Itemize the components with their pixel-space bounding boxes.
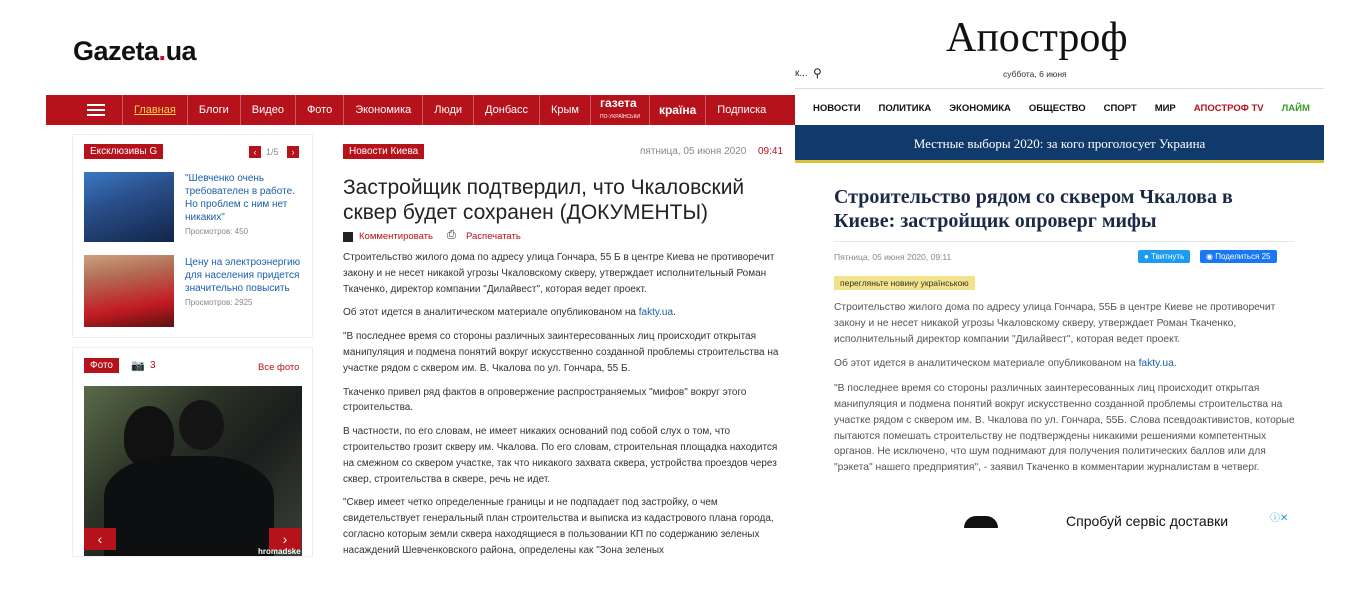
article-time: 09:41 (758, 146, 784, 157)
article-body (343, 250, 783, 556)
nav-item-society[interactable]: ОБЩЕСТВО (1028, 102, 1086, 114)
nav-item-economy[interactable]: Экономика (343, 95, 422, 125)
ad-text[interactable]: Спробуй сервіс доставки (1066, 513, 1229, 529)
prev-arrow-icon[interactable]: ‹ (249, 146, 261, 158)
apostrof-logo[interactable]: Апостроф (946, 15, 1128, 61)
exclusive-title[interactable]: "Шевченко очень требователен в работе. Но проблем с ним нет никаких" (185, 173, 295, 223)
nav-item-news[interactable]: НОВОСТИ (813, 102, 861, 114)
nav-item-sport[interactable]: СПОРТ (1103, 102, 1137, 114)
gazeta-logo[interactable]: Gazeta.ua (73, 36, 197, 66)
nav-item-apostrof-tv[interactable]: АПОСТРОФ TV (1193, 102, 1264, 114)
exclusives-label[interactable]: Ексклюзивы G (84, 144, 163, 159)
paragraph (343, 305, 783, 321)
translate-link[interactable]: перегляньте новину українською (834, 276, 975, 290)
nav-item-blogs[interactable]: Блоги (187, 95, 240, 125)
exclusive-item-1[interactable] (185, 172, 303, 236)
divider (795, 88, 1324, 89)
nav-item-photo[interactable]: Фото (295, 95, 343, 125)
facebook-share-button[interactable] (1200, 250, 1277, 263)
gazeta-nav (46, 95, 795, 125)
paragraph-text: Об этот идется в аналитическом материале опубликованом на (834, 358, 1139, 370)
exclusive-thumbnail-1[interactable] (84, 172, 174, 242)
nav-item-crimea[interactable]: Крым (539, 95, 590, 125)
ad-logo-icon (964, 516, 998, 528)
print-link[interactable]: Распечатать (466, 231, 521, 242)
nav-item-politics[interactable]: ПОЛИТИКА (878, 102, 932, 114)
article-body (834, 300, 1296, 500)
photo-label[interactable]: Фото (84, 358, 119, 373)
exclusive-item-2[interactable] (185, 256, 303, 307)
photo-figure (104, 456, 274, 556)
article-date: Пятница, 05 июня 2020, 09:11 (834, 252, 952, 262)
source-link[interactable]: fakty.ua (1138, 358, 1174, 370)
brand-kraina[interactable]: країна (649, 95, 705, 125)
facebook-icon: ◉ (1206, 252, 1216, 261)
divider (834, 241, 1294, 242)
tweet-button[interactable] (1138, 250, 1190, 263)
nav-item-world[interactable]: МИР (1154, 102, 1176, 114)
paragraph: Строительство жилого дома по адресу улица Гончара, 55 Б в центре Киева не противоречит закону и не несет никакой угрозы Чкаловскому скверу, утверждает исполнительный Роман Ткаченко, директор компании "Дилайвест", которая ведет проект. (343, 252, 775, 295)
share-label: Поделиться 25 (1215, 252, 1271, 261)
search-field-stub[interactable]: к... (795, 68, 808, 79)
apostrof-nav (795, 95, 1324, 121)
paragraph: "Сквер имеет четко определенные границы и не подпадает под застройку, о чем свидетельствует генеральный план строительства и выписка из кадастрового плана города, согласно которым земли сквера находящиеся в пользовании КП по содержанию зеленых насаждений Шевченковского района, определены как "Зона зеленых (343, 497, 774, 556)
paragraph-end: . (1173, 358, 1177, 370)
article-title: Застройщик подтвердил, что Чкаловский сквер будет сохранен (ДОКУМЕНТЫ) (343, 176, 745, 224)
paragraph: "В последнее время со стороны различных заинтересованных лиц происходит открытая манипуляция и подмена понятий вокруг искусственно созданной проблемы строительства на участке рядом с сквером им. В. Чкалова по ул. Гончара, 55 Б. (343, 331, 779, 374)
article-title: Строительство рядом со сквером Чкалова в Киеве: застройщик опроверг мифы (834, 186, 1233, 232)
exclusive-title[interactable]: Цену на электроэнергию для населения придется значительно повысить (185, 257, 301, 294)
nav-item-main[interactable]: Главная (122, 95, 187, 125)
nav-item-laim[interactable]: ЛАЙМ (1281, 102, 1310, 114)
paragraph (834, 356, 1296, 372)
comment-icon (343, 232, 353, 242)
paragraph: Ткаченко привел ряд фактов в опровержение распространяемых "мифов" вокруг этого строительства. (343, 386, 747, 414)
nav-item-donbass[interactable]: Донбасс (473, 95, 539, 125)
twitter-icon: ● (1144, 252, 1152, 261)
nav-item-video[interactable]: Видео (240, 95, 295, 125)
tweet-label: Твитнуть (1151, 252, 1185, 261)
elections-banner[interactable]: Местные выборы 2020: за кого проголосует Украина (795, 125, 1324, 163)
photo-credit: hromadske (258, 547, 301, 556)
article-date: пятница, 05 июня 2020 (640, 146, 747, 157)
category-tag[interactable]: Новости Киева (343, 144, 424, 159)
pager: 1/5 (266, 147, 279, 157)
nav-item-subscribe[interactable]: Подписка (705, 95, 777, 125)
exclusive-thumbnail-2[interactable] (84, 255, 174, 327)
views-count: Просмотров: 2925 (185, 298, 253, 307)
comment-link[interactable]: Комментировать (359, 231, 433, 242)
nav-item-people[interactable]: Люди (422, 95, 473, 125)
paragraph: В частности, по его словам, не имеет никаких оснований под собой слух о том, что строительство грозит скверу им. Чкалова. По его словам, строительная площадка находится на смежном со сквером участке, так что никакого захвата сквера, устройства проездов через сквер, строительства в сквере, речь не идет. (343, 426, 778, 485)
photo-next-button[interactable]: › (269, 528, 301, 550)
photo-figure (179, 400, 224, 450)
nav-item-economy[interactable]: ЭКОНОМИКА (949, 102, 1011, 114)
paragraph: Строительство жилого дома по адресу улица Гончара, 55Б в центре Киеве не противоречит закону и не несет никакой угрозы Чкаловскому скверу, утверждает Роман Ткаченко, исполнительный директор компании "Дилайвест", которая ведет проект. (834, 302, 1276, 345)
photo-prev-button[interactable]: ‹ (84, 528, 116, 550)
search-icon[interactable]: ⚲ (813, 66, 822, 80)
views-count: Просмотров: 450 (185, 227, 249, 236)
paragraph-end: . (673, 307, 676, 319)
all-photos-link[interactable]: Все фото (258, 362, 300, 373)
paragraph-text: Об этот идется в аналитическом материале опубликованом на (343, 307, 639, 319)
source-link[interactable]: fakty.ua (638, 307, 674, 319)
brand-gazeta-po-ukrainski[interactable]: газета ПО-УКРАЇНСЬКИ (590, 95, 649, 125)
paragraph: "В последнее время со стороны различных заинтересованных лиц происходит открытая манипуляция и подмена понятий вокруг искусственно созданной проблемы строительства на участке рядом с сквером им. В. Чкалова по ул. Гончара, 55Б. Слова псевдоактивистов, которые пытаются помешать строительству не подтверждены никакими решениями компетентных органов. Не исключено, что шум поднимают для получения политических баллов или для "рэкета" нашего предприятия", - заявил Ткаченко в комментарии журналистам в четверг. (834, 383, 1295, 474)
camera-icon: 📷 (131, 360, 145, 372)
ad-close-icon[interactable]: ⓘ✕ (1270, 513, 1289, 524)
print-icon: ⎙ (447, 229, 456, 241)
menu-icon[interactable] (78, 95, 114, 125)
photo-count: 3 (150, 360, 156, 371)
header-date: суббота, 6 июня (1003, 69, 1067, 79)
next-arrow-icon[interactable]: › (287, 146, 299, 158)
